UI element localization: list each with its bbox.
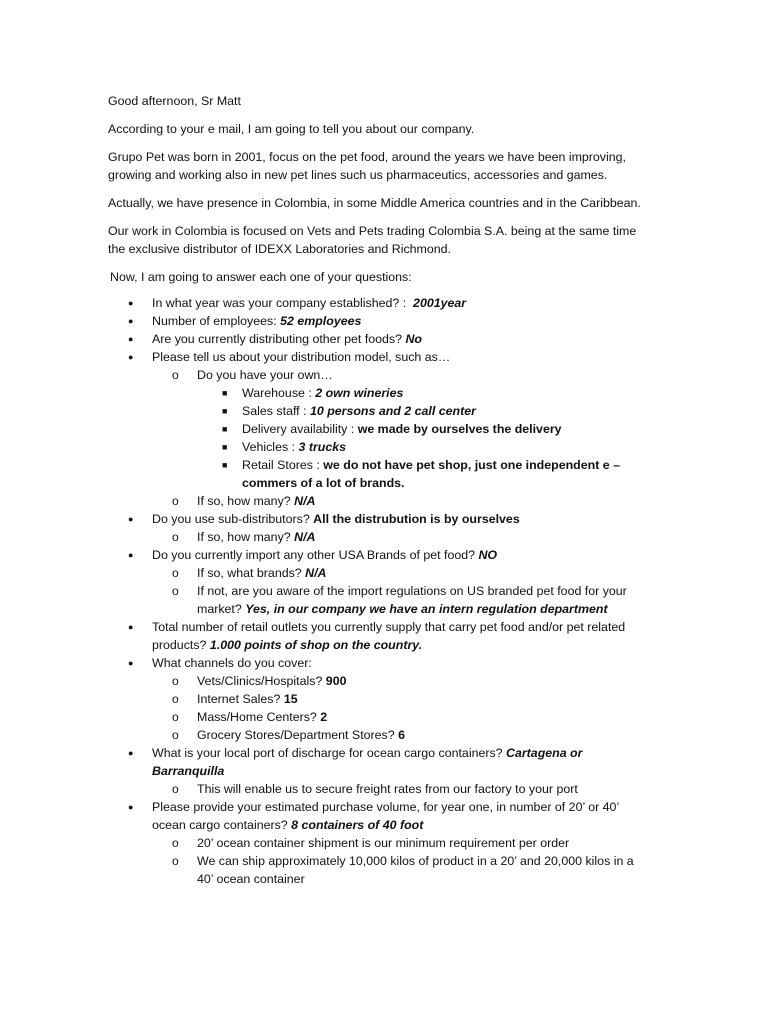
letter-body [108, 92, 648, 888]
bullet-icon: ● [128, 658, 134, 668]
list-item: o If so, how many? N/A [172, 530, 316, 544]
list-item: ■ Vehicles : 3 trucks [222, 440, 347, 454]
square-bullet-icon: ■ [222, 460, 228, 470]
list-item: o This will enable us to secure freight rates from our factory to your port [172, 782, 578, 796]
list-item: ● Total number of retail outlets you currently supply that carry pet food and/or pet related products? 1.000 points of shop on the country. [128, 620, 626, 652]
square-bullet-icon: ■ [222, 406, 228, 416]
circle-icon: o [172, 854, 179, 868]
list-item: o Vets/Clinics/Hospitals? 900 [172, 674, 347, 688]
circle-icon: o [172, 836, 179, 850]
greeting: Good afternoon, Sr Matt [108, 94, 241, 108]
list-item: o Grocery Stores/Department Stores? 6 [172, 728, 405, 742]
circle-icon: o [172, 710, 179, 724]
bullet-icon: ● [128, 352, 134, 362]
circle-icon: o [172, 530, 179, 544]
square-bullet-icon: ■ [222, 424, 228, 434]
list-item: ● Please tell us about your distribution model, such as… [128, 350, 451, 364]
question-list [108, 294, 648, 888]
bullet-icon: ● [128, 802, 134, 812]
square-bullet-icon: ■ [222, 388, 228, 398]
bullet-icon: ● [128, 550, 134, 560]
list-item: o Mass/Home Centers? 2 [172, 710, 328, 724]
list-item: ■ Warehouse : 2 own wineries [222, 386, 404, 400]
list-item: ■ Delivery availability : we made by ourselves the delivery [222, 422, 562, 436]
list-item: o We can ship approximately 10,000 kilos of product in a 20’ and 20,000 kilos in a 40’ ocean container [172, 854, 634, 886]
list-item: ● Please provide your estimated purchase volume, for year one, in number of 20’ or 40’ ocean cargo containers? 8 containers of 40 foot [128, 800, 619, 832]
bullet-icon: ● [128, 622, 134, 632]
list-item: o If not, are you aware of the import regulations on US branded pet food for your market? Yes, in our company we have an intern regulation department [172, 584, 627, 616]
colombia-paragraph: Our work in Colombia is focused on Vets and Pets trading Colombia S.A. being at the same time the exclusive distributor of IDEXX Laboratories and Richmond. [108, 224, 637, 256]
circle-icon: o [172, 566, 179, 580]
questions-intro: Now, I am going to answer each one of your questions: [110, 270, 412, 284]
bullet-icon: ● [128, 298, 134, 308]
circle-icon: o [172, 584, 179, 598]
list-item: ● Do you currently import any other USA Brands of pet food? NO [128, 548, 498, 562]
list-item: o If so, what brands? N/A [172, 566, 327, 580]
list-item: ● Number of employees: 52 employees [128, 314, 362, 328]
list-item: ● What is your local port of discharge for ocean cargo containers? Cartagena or Barranquilla [128, 746, 583, 778]
bullet-icon: ● [128, 334, 134, 344]
company-history-paragraph: Grupo Pet was born in 2001, focus on the pet food, around the years we have been improving, growing and working also in new pet lines such us pharmaceutics, accessories and games. [108, 150, 626, 182]
list-item: ● Do you use sub-distributors? All the distrubution is by ourselves [128, 512, 520, 526]
intro-paragraph: According to your e mail, I am going to tell you about our company. [108, 122, 475, 136]
circle-icon: o [172, 494, 179, 508]
list-item: ● In what year was your company established? : 2001year [128, 296, 467, 310]
list-item: o Do you have your own… [172, 368, 333, 382]
list-item: o If so, how many? N/A [172, 494, 316, 508]
list-item: ● Are you currently distributing other pet foods? No [128, 332, 422, 346]
bullet-icon: ● [128, 316, 134, 326]
square-bullet-icon: ■ [222, 442, 228, 452]
presence-paragraph: Actually, we have presence in Colombia, in some Middle America countries and in the Caribbean. [108, 196, 641, 210]
bullet-icon: ● [128, 748, 134, 758]
list-item: ■ Sales staff : 10 persons and 2 call center [222, 404, 476, 418]
bullet-icon: ● [128, 514, 134, 524]
list-item: o Internet Sales? 15 [172, 692, 298, 706]
list-item: ■ Retail Stores : we do not have pet shop, just one independent e – commers of a lot of brands. [222, 458, 620, 490]
circle-icon: o [172, 368, 179, 382]
circle-icon: o [172, 728, 179, 742]
circle-icon: o [172, 782, 179, 796]
list-item: o 20’ ocean container shipment is our minimum requirement per order [172, 836, 570, 850]
circle-icon: o [172, 674, 179, 688]
circle-icon: o [172, 692, 179, 706]
list-item: ● What channels do you cover: [128, 656, 312, 670]
